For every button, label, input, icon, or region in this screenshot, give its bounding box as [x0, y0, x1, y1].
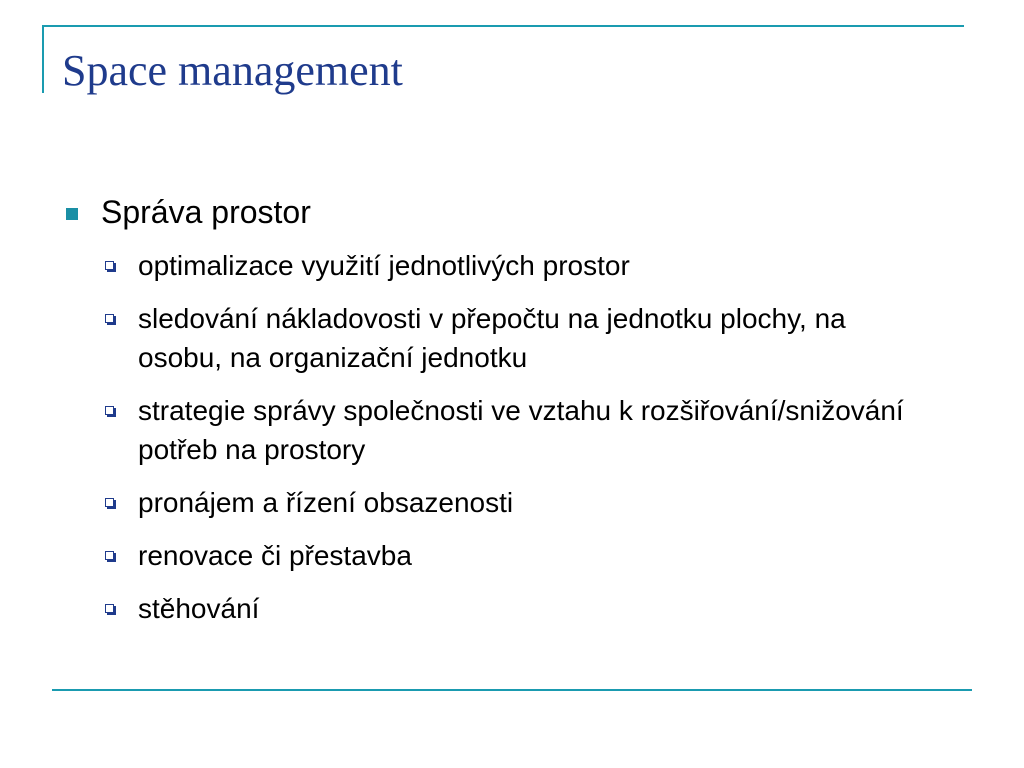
sub-bullet-item — [58, 483, 918, 522]
title-frame-vertical-rule — [42, 25, 44, 93]
sub-bullet-text: pronájem a řízení obsazenosti — [138, 487, 514, 518]
main-bullet-item — [58, 190, 958, 234]
hollow-square-bullet-icon — [105, 261, 114, 270]
sub-bullet-text: strategie správy společnosti ve vztahu k rozšiřování/snižování potřeb na prostory — [138, 395, 904, 465]
sub-bullet-item — [58, 246, 918, 285]
sub-bullet-text: renovace či přestavba — [138, 540, 412, 571]
hollow-square-bullet-icon — [105, 498, 114, 507]
hollow-square-bullet-icon — [105, 604, 114, 613]
slide-title: Space management — [62, 46, 403, 95]
sub-bullet-item — [58, 299, 918, 377]
square-bullet-icon — [66, 208, 78, 220]
hollow-square-bullet-icon — [105, 551, 114, 560]
sub-bullet-list — [58, 246, 958, 628]
title-frame-horizontal-rule — [42, 25, 964, 27]
sub-bullet-text: optimalizace využití jednotlivých prostor — [138, 250, 630, 281]
sub-bullet-item — [58, 536, 918, 575]
sub-bullet-text: stěhování — [138, 593, 260, 624]
hollow-square-bullet-icon — [105, 406, 114, 415]
main-bullet-text: Správa prostor — [101, 194, 311, 230]
sub-bullet-item — [58, 589, 918, 628]
footer-rule — [52, 689, 972, 691]
slide-content — [58, 190, 958, 642]
sub-bullet-item — [58, 391, 918, 469]
sub-bullet-text: sledování nákladovosti v přepočtu na jednotku plochy, na osobu, na organizační jednotku — [138, 303, 846, 373]
hollow-square-bullet-icon — [105, 314, 114, 323]
